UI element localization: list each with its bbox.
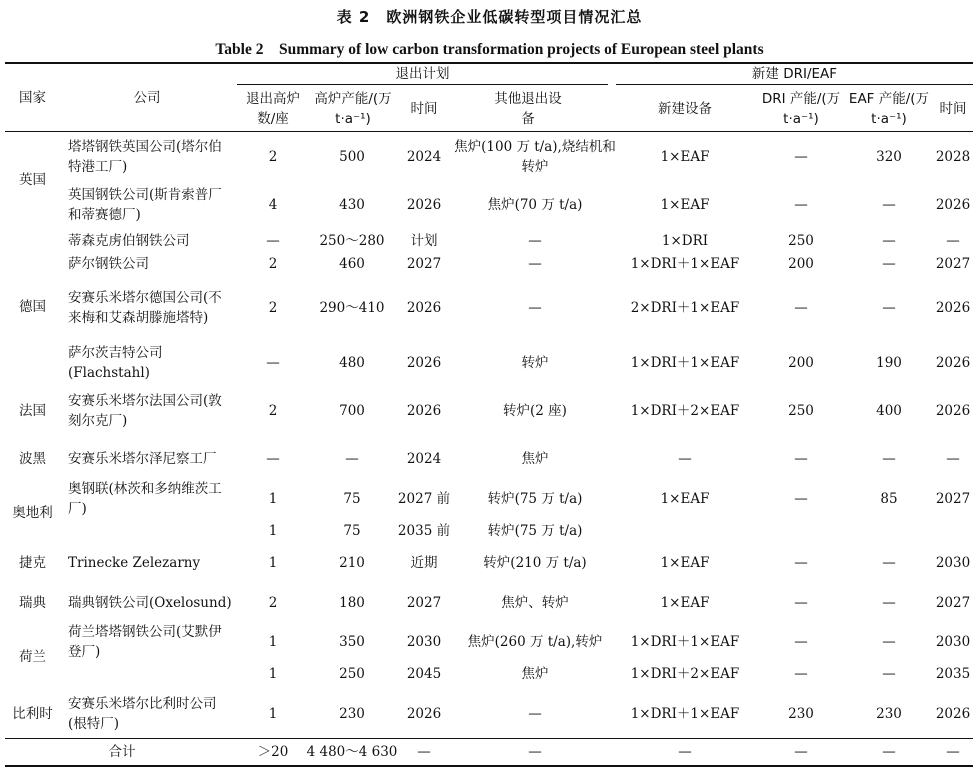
- row-exit-bf: 2: [268, 256, 278, 272]
- row-eaf: 400: [876, 403, 902, 419]
- row-exit-bf: 2: [268, 300, 278, 316]
- row-other-exit: 焦炉、转炉: [501, 595, 569, 611]
- header-bottom-rule: [5, 131, 973, 132]
- total-exit-bf: ＞20: [257, 744, 289, 760]
- total-eaf: —: [882, 744, 896, 760]
- row-time-exit: 2024: [406, 149, 442, 165]
- row-time-new: —: [946, 451, 960, 467]
- row-bf-capacity: 75: [343, 523, 361, 539]
- row-time-new: 2026: [935, 355, 971, 371]
- row-time-exit: 2026: [406, 355, 442, 371]
- row-time-exit: 2027: [406, 595, 442, 611]
- row-time-new: 2030: [935, 555, 971, 571]
- header-exit-bf: 退出高炉数/座: [246, 90, 300, 127]
- total-bf-capacity: 4 480～4 630: [306, 744, 398, 760]
- row-dri: —: [794, 595, 808, 611]
- row-eaf: —: [882, 233, 896, 249]
- row-eaf: 320: [876, 149, 902, 165]
- country-france: 法国: [19, 403, 46, 419]
- header-dri-capacity: DRI 产能/(万 t·a⁻¹): [761, 90, 841, 127]
- header-subline-new: [616, 84, 973, 85]
- row-company: 荷兰塔塔钢铁公司(艾默伊登厂): [68, 624, 222, 660]
- row-eaf: [846, 517, 932, 545]
- row-new-equip: 1×DRI: [661, 233, 709, 249]
- row-time-exit: 2024: [406, 451, 442, 467]
- header-country: 国家: [19, 89, 46, 106]
- row-exit-bf: 1: [268, 634, 278, 650]
- row-eaf: —: [882, 634, 896, 650]
- row-time-exit: 2027: [406, 256, 442, 272]
- row-company: 安赛乐米塔尔比利时公司(根特厂): [68, 696, 217, 732]
- header-time-new: 时间: [939, 100, 967, 117]
- row-dri: 200: [788, 256, 814, 272]
- row-new-equip: [618, 517, 752, 545]
- row-eaf: 85: [880, 491, 898, 507]
- row-time-new: 2028: [935, 149, 971, 165]
- row-bf-capacity: 700: [339, 403, 365, 419]
- row-eaf: —: [882, 555, 896, 571]
- row-dri: —: [794, 634, 808, 650]
- row-time-exit: 2026: [406, 403, 442, 419]
- row-dri: —: [794, 300, 808, 316]
- country-bosnia: 波黑: [19, 451, 46, 467]
- row-exit-bf: —: [266, 451, 280, 467]
- row-new-equip: 1×DRI＋1×EAF: [630, 706, 740, 722]
- row-company: 英国钢铁公司(斯肯索普厂和蒂赛德厂): [68, 187, 222, 223]
- row-new-equip: 1×EAF: [660, 197, 710, 213]
- header-company: 公司: [133, 89, 161, 106]
- row-bf-capacity: 180: [339, 595, 365, 611]
- row-time-exit: 2026: [406, 706, 442, 722]
- row-exit-bf: 4: [268, 197, 278, 213]
- row-other-exit: 转炉(210 万 t/a): [483, 555, 587, 571]
- row-bf-capacity: 250: [339, 666, 365, 682]
- total-time-new: —: [946, 744, 960, 760]
- row-time-new: 2027: [935, 256, 971, 272]
- row-dri: —: [794, 451, 808, 467]
- row-dri: 250: [788, 233, 814, 249]
- row-other-exit: 焦炉: [521, 666, 549, 682]
- row-other-exit: —: [528, 256, 542, 272]
- row-exit-bf: —: [266, 233, 280, 249]
- row-dri: 230: [788, 706, 814, 722]
- row-dri: 250: [788, 403, 814, 419]
- row-company: 萨尔钢铁公司: [68, 256, 149, 272]
- row-exit-bf: 1: [268, 706, 278, 722]
- row-company: Trinecke Zelezarny: [68, 555, 201, 571]
- total-other-exit: —: [528, 744, 542, 760]
- row-new-equip: 1×EAF: [660, 595, 710, 611]
- row-bf-capacity: 430: [339, 197, 365, 213]
- country-czech: 捷克: [19, 555, 46, 571]
- row-company: 安赛乐米塔尔德国公司(不来梅和艾森胡滕施塔特): [68, 290, 222, 326]
- row-time-exit: 近期: [410, 555, 438, 571]
- total-top-rule: [5, 738, 973, 739]
- table-title-cn: 表 2 欧洲钢铁企业低碳转型项目情况汇总: [336, 8, 643, 26]
- row-bf-capacity: 75: [343, 491, 361, 507]
- row-dri: —: [794, 149, 808, 165]
- row-bf-capacity: 250～280: [319, 233, 385, 249]
- row-other-exit: 焦炉(100 万 t/a),烧结机和转炉: [454, 139, 616, 175]
- row-new-equip: 1×DRI＋1×EAF: [630, 256, 740, 272]
- row-dri: 200: [788, 355, 814, 371]
- country-belgium: 比利时: [12, 706, 53, 722]
- row-eaf: —: [882, 666, 896, 682]
- row-eaf: —: [882, 595, 896, 611]
- row-company: 奥钢联(林茨和多纳维茨工厂): [68, 481, 222, 517]
- header-bf-capacity: 高炉产能/(万 t·a⁻¹): [314, 90, 392, 127]
- row-eaf: 190: [876, 355, 902, 371]
- row-dri: [756, 517, 846, 545]
- row-bf-capacity: 480: [339, 355, 365, 371]
- row-new-equip: —: [678, 451, 692, 467]
- row-new-equip: 1×EAF: [660, 491, 710, 507]
- row-bf-capacity: 230: [339, 706, 365, 722]
- row-time-new: [932, 517, 974, 545]
- total-dri: —: [794, 744, 808, 760]
- country-germany: 德国: [19, 299, 46, 315]
- row-exit-bf: 2: [268, 403, 278, 419]
- header-exit-plan: 退出计划: [395, 66, 450, 82]
- row-other-exit: —: [528, 233, 542, 249]
- row-other-exit: —: [528, 300, 542, 316]
- row-time-new: 2026: [935, 197, 971, 213]
- country-netherlands: 荷兰: [19, 649, 46, 665]
- header-subline-exit: [237, 84, 608, 85]
- row-new-equip: 1×DRI＋2×EAF: [630, 403, 740, 419]
- row-bf-capacity: 210: [339, 555, 365, 571]
- row-time-new: 2026: [935, 403, 971, 419]
- row-bf-capacity: 460: [339, 256, 365, 272]
- header-new-equip: 新建设备: [658, 100, 712, 117]
- row-company: 安赛乐米塔尔泽尼察工厂: [68, 451, 217, 467]
- row-new-equip: 1×EAF: [660, 555, 710, 571]
- row-other-exit: 转炉: [521, 355, 549, 371]
- row-new-equip: 1×EAF: [660, 149, 710, 165]
- total-label: 合计: [108, 744, 136, 760]
- header-time-exit: 时间: [410, 100, 438, 117]
- row-dri: —: [794, 666, 808, 682]
- row-new-equip: 1×DRI＋2×EAF: [630, 666, 740, 682]
- row-exit-bf: 1: [268, 523, 278, 539]
- row-company: [68, 658, 234, 690]
- row-time-exit: 2027 前: [397, 491, 451, 507]
- row-eaf: —: [882, 451, 896, 467]
- row-exit-bf: 2: [268, 595, 278, 611]
- row-company: 瑞典钢铁公司(Oxelosund): [68, 595, 232, 611]
- row-dri: —: [794, 197, 808, 213]
- row-exit-bf: 1: [268, 491, 278, 507]
- row-exit-bf: —: [266, 355, 280, 371]
- row-company: 塔塔钢铁英国公司(塔尔伯特港工厂): [68, 139, 222, 175]
- row-dri: —: [794, 555, 808, 571]
- row-time-new: 2026: [935, 300, 971, 316]
- row-time-exit: 2026: [406, 300, 442, 316]
- row-company: 安赛乐米塔尔法国公司(敦刻尔克厂): [68, 393, 222, 429]
- country-sweden: 瑞典: [19, 595, 46, 611]
- row-other-exit: 转炉(75 万 t/a): [487, 523, 583, 539]
- row-new-equip: 1×DRI＋1×EAF: [630, 634, 740, 650]
- total-new-equip: —: [678, 744, 692, 760]
- row-bf-capacity: 290～410: [319, 300, 385, 316]
- row-company: 萨尔茨吉特公司(Flachstahl): [68, 345, 163, 381]
- row-company: [68, 517, 234, 545]
- row-time-exit: 2035 前: [397, 523, 451, 539]
- country-uk: 英国: [19, 172, 46, 188]
- row-eaf: —: [882, 256, 896, 272]
- row-other-exit: 转炉(2 座): [503, 403, 567, 419]
- row-eaf: —: [882, 300, 896, 316]
- row-dri: —: [794, 491, 808, 507]
- row-eaf: —: [882, 197, 896, 213]
- header-other-exit: 其他退出设备: [494, 90, 562, 127]
- row-bf-capacity: 500: [339, 149, 365, 165]
- row-exit-bf: 2: [268, 149, 278, 165]
- row-time-new: 2035: [935, 666, 971, 682]
- row-exit-bf: 1: [268, 666, 278, 682]
- row-time-exit: 2030: [406, 634, 442, 650]
- row-new-equip: 2×DRI＋1×EAF: [630, 300, 740, 316]
- table-title-en: Table 2 Summary of low carbon transformation projects of European steel plants: [215, 41, 764, 58]
- row-bf-capacity: 350: [339, 634, 365, 650]
- header-new-dri-eaf: 新建 DRI/EAF: [751, 66, 838, 82]
- row-other-exit: 转炉(75 万 t/a): [487, 491, 583, 507]
- row-company: 蒂森克虏伯钢铁公司: [68, 233, 190, 249]
- row-time-new: 2030: [935, 634, 971, 650]
- row-time-exit: 2026: [406, 197, 442, 213]
- row-other-exit: —: [528, 706, 542, 722]
- row-time-new: 2026: [935, 706, 971, 722]
- row-new-equip: 1×DRI＋1×EAF: [630, 355, 740, 371]
- bottom-rule: [5, 765, 973, 767]
- total-time-exit: —: [417, 744, 431, 760]
- row-time-new: 2027: [935, 491, 971, 507]
- row-time-new: —: [946, 233, 960, 249]
- header-eaf-capacity: EAF 产能/(万 t·a⁻¹): [848, 90, 930, 127]
- row-other-exit: 焦炉(260 万 t/a),转炉: [467, 634, 603, 650]
- row-exit-bf: 1: [268, 555, 278, 571]
- row-eaf: 230: [876, 706, 902, 722]
- row-time-exit: 计划: [410, 233, 438, 249]
- row-bf-capacity: —: [345, 451, 359, 467]
- row-time-exit: 2045: [406, 666, 442, 682]
- country-austria: 奥地利: [12, 505, 53, 521]
- row-time-new: 2027: [935, 595, 971, 611]
- row-other-exit: 焦炉(70 万 t/a): [487, 197, 583, 213]
- row-other-exit: 焦炉: [521, 451, 549, 467]
